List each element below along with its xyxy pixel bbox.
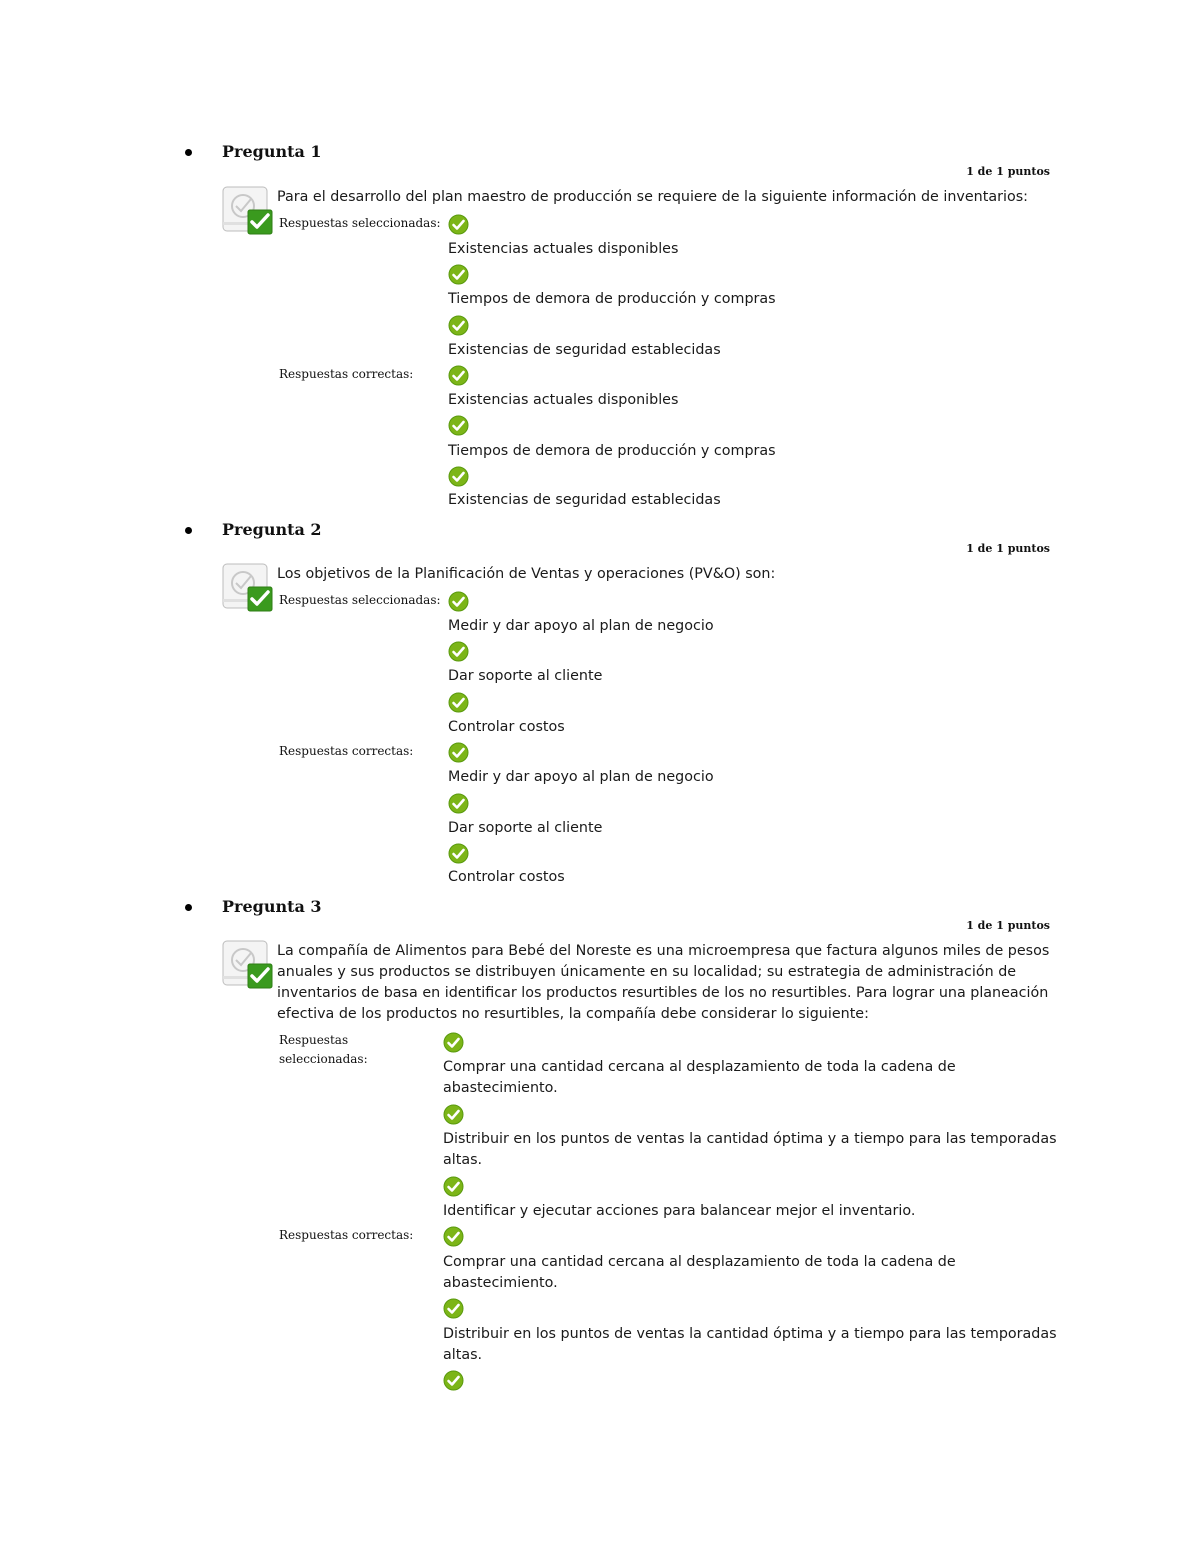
answer-line: abastecimiento. xyxy=(443,1080,558,1096)
correct-check-icon xyxy=(448,315,469,336)
points-score: 1 de 1 puntos xyxy=(966,165,1050,178)
correct-check-icon xyxy=(443,1298,464,1319)
correct-check-icon xyxy=(448,214,469,235)
answer-line: Distribuir en los puntos de ventas la cantidad óptima y a tiempo para las temporadas xyxy=(443,1131,1057,1147)
question-text-line: inventarios de basa en identificar los productos resurtibles de los no resurtibles. Para lograr una planeación xyxy=(277,985,1049,1001)
bullet xyxy=(185,527,192,534)
correct-check-icon xyxy=(443,1104,464,1125)
correct-check-icon xyxy=(448,415,469,436)
question-title: Pregunta 3 xyxy=(222,897,322,916)
correct-check-icon xyxy=(448,591,469,612)
correct-check-icon xyxy=(448,793,469,814)
correct-answer: Controlar costos xyxy=(448,869,565,885)
answer-line: altas. xyxy=(443,1347,483,1363)
correct-answers-label: Respuestas correctas: xyxy=(279,1228,414,1242)
question-text-line: La compañía de Alimentos para Bebé del Noreste es una microempresa que factura algunos miles de pesos xyxy=(277,943,1050,959)
correct-check-icon xyxy=(448,641,469,662)
points-score: 1 de 1 puntos xyxy=(966,919,1050,932)
bullet xyxy=(185,904,192,911)
selected-answers-label-line: Respuestas xyxy=(279,1033,349,1047)
answer-line: abastecimiento. xyxy=(443,1275,558,1291)
selected-answers-label-line: seleccionadas: xyxy=(279,1052,368,1066)
selected-answer: Medir y dar apoyo al plan de negocio xyxy=(448,618,714,634)
question-text: Los objetivos de la Planificación de Ventas y operaciones (PV&O) son: xyxy=(277,566,776,582)
graded-correct-icon xyxy=(222,186,274,236)
correct-answer: Medir y dar apoyo al plan de negocio xyxy=(448,769,714,785)
selected-answer: Controlar costos xyxy=(448,719,565,735)
correct-check-icon xyxy=(448,742,469,763)
answer-line: Comprar una cantidad cercana al desplazamiento de toda la cadena de xyxy=(443,1254,956,1270)
correct-check-icon xyxy=(443,1032,464,1053)
answer-line: Comprar una cantidad cercana al desplazamiento de toda la cadena de xyxy=(443,1059,956,1075)
graded-correct-icon xyxy=(222,563,274,613)
question-text-line: anuales y sus productos se distribuyen únicamente en su localidad; su estrategia de administración de xyxy=(277,964,1017,980)
correct-answers-label: Respuestas correctas: xyxy=(279,744,414,758)
correct-answer xyxy=(443,1324,1083,1366)
correct-answer xyxy=(443,1252,1083,1294)
correct-answer: Existencias de seguridad establecidas xyxy=(448,492,721,508)
correct-answer: Tiempos de demora de producción y compras xyxy=(448,443,776,459)
correct-check-icon xyxy=(448,692,469,713)
selected-answer: Tiempos de demora de producción y compras xyxy=(448,291,776,307)
correct-answers-label: Respuestas correctas: xyxy=(279,367,414,381)
selected-answers-label: Respuestas seleccionadas: xyxy=(279,593,441,607)
points-score: 1 de 1 puntos xyxy=(966,542,1050,555)
correct-check-icon xyxy=(443,1370,464,1391)
selected-answer: Dar soporte al cliente xyxy=(448,668,603,684)
correct-check-icon xyxy=(448,264,469,285)
graded-correct-icon xyxy=(222,940,274,990)
correct-check-icon xyxy=(448,843,469,864)
question-title: Pregunta 1 xyxy=(222,142,322,161)
selected-answer: Existencias actuales disponibles xyxy=(448,241,679,257)
correct-check-icon xyxy=(443,1226,464,1247)
correct-answer: Existencias actuales disponibles xyxy=(448,392,679,408)
bullet xyxy=(185,149,192,156)
selected-answer xyxy=(443,1057,1083,1099)
selected-answer xyxy=(443,1129,1083,1171)
correct-check-icon xyxy=(448,466,469,487)
answer-line: altas. xyxy=(443,1152,483,1168)
question-text: Para el desarrollo del plan maestro de producción se requiere de la siguiente información de inventarios: xyxy=(277,189,1028,205)
selected-answers-label: Respuestas seleccionadas: xyxy=(279,216,441,230)
correct-check-icon xyxy=(448,365,469,386)
answer-line: Distribuir en los puntos de ventas la cantidad óptima y a tiempo para las temporadas xyxy=(443,1326,1057,1342)
selected-answer: Existencias de seguridad establecidas xyxy=(448,342,721,358)
correct-answer: Dar soporte al cliente xyxy=(448,820,603,836)
selected-answer xyxy=(443,1201,1083,1222)
answer-line: Identificar y ejecutar acciones para balancear mejor el inventario. xyxy=(443,1203,916,1219)
question-text-line: efectiva de los productos no resurtibles, la compañía debe considerar lo siguiente: xyxy=(277,1006,869,1022)
correct-check-icon xyxy=(443,1176,464,1197)
question-title: Pregunta 2 xyxy=(222,520,322,539)
